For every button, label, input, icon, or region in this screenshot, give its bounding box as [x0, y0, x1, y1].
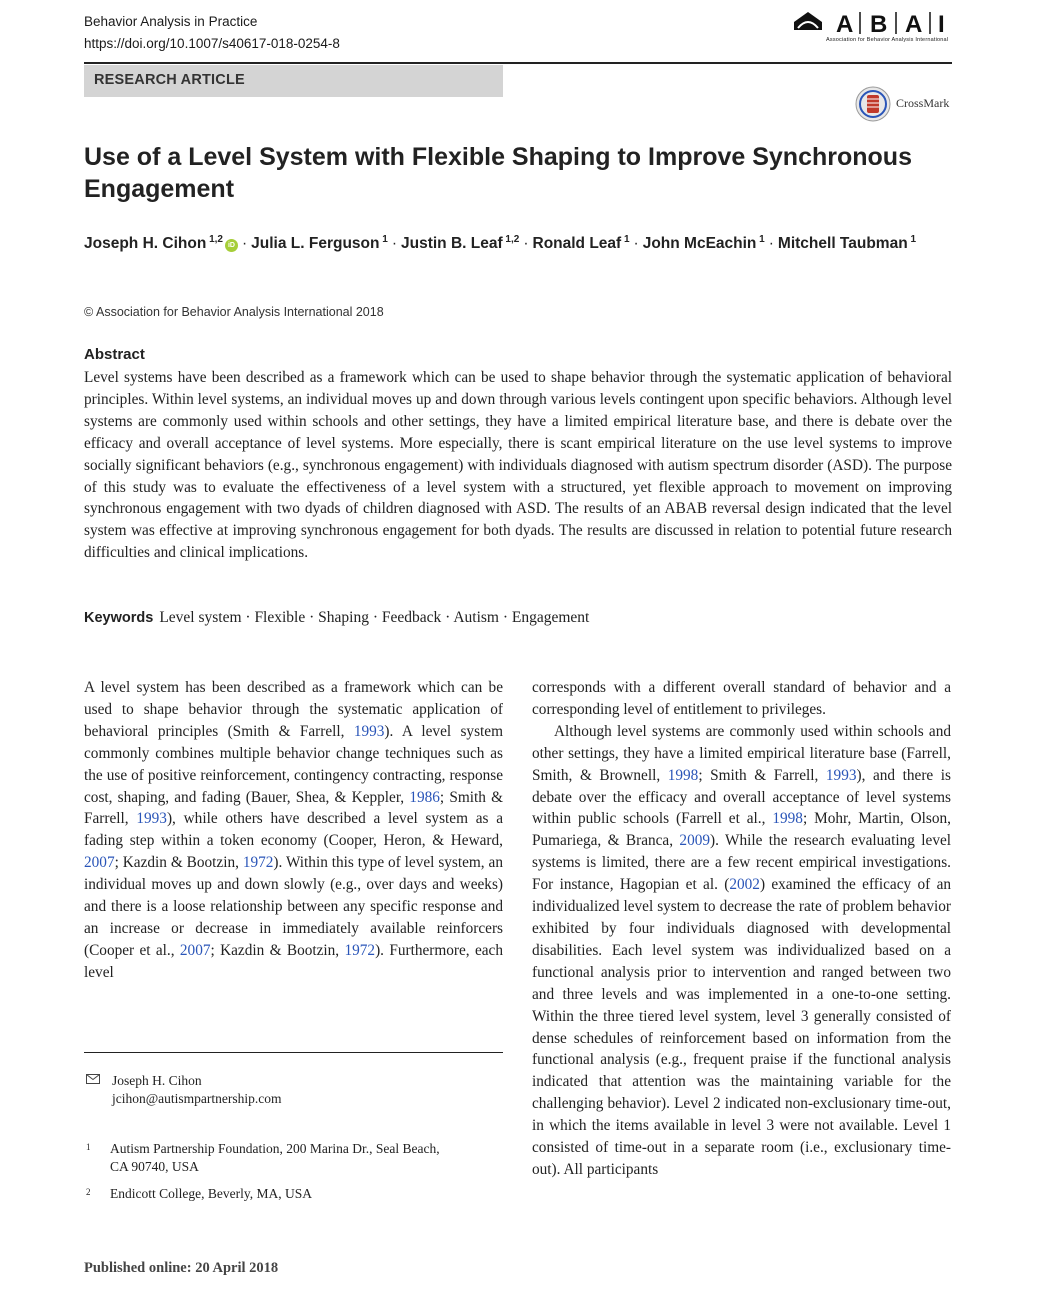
body-column-left	[84, 677, 503, 984]
author-affiliation-marker: 1,2	[206, 234, 223, 245]
body-text-run: ; Smith & Farrell,	[84, 788, 503, 828]
footnote-rule	[84, 1052, 503, 1053]
body-text-run: ; Kazdin & Bootzin,	[210, 941, 345, 959]
author-list	[84, 234, 916, 253]
body-paragraph	[532, 721, 951, 1181]
affiliation-1: Autism Partnership Foundation, 200 Marina Dr., Seal Beach, CA 90740, USA	[110, 1141, 440, 1174]
body-text-run: ), and there is debate over the efficacy and overall acceptance of level systems within public schools (Farrell et al.,	[532, 766, 951, 828]
header-rule	[84, 62, 952, 64]
body-text-run: Although level systems are commonly used within schools and other settings, they have a limited empirical literature base (Farrell, Smith, & Brownell,	[532, 722, 951, 784]
citation-link[interactable]: 1986	[409, 788, 440, 806]
citation-link[interactable]: 2009	[679, 832, 711, 850]
affiliation-2: Endicott College, Beverly, MA, USA	[110, 1186, 312, 1201]
citation-link[interactable]: 1993	[825, 766, 857, 784]
abai-logo-letter: B	[870, 11, 888, 38]
body-text-run: ). A level system commonly combines multiple behavior change techniques such as the use of positive reinforcement, contingency contracting, response cost, shaping, and fading (Bauer, Shea, & Keppler,	[84, 722, 503, 806]
citation-link[interactable]: 1972	[344, 941, 376, 959]
affiliation-number: 2	[86, 1187, 91, 1197]
body-text-run: ) examined the efficacy of an individualized level system to decrease the rate of problem behavior exhibited by four individuals diagnosed with developmental disabilities. Each level system was individualized based on a functional analysis prior to intervention and ranged between two and three levels and was implemented in a one-to-one setting. Within the three tiered level system, level 3 generally consisted of dense schedules of reinforcement based on information from the functional analysis (e.g., frequent praise if the functional analysis indicated that attention was the maintaining variable for the challenging behavior). Level 2 indicated non-exclusionary time-out, in which the items available in level 3 were not available. Level 1 consisted of time-out in a separate room (i.e., exclusionary time-out). All participants	[532, 876, 952, 1178]
author-name[interactable]: Justin B. Leaf	[401, 235, 503, 253]
author-name[interactable]: Julia L. Ferguson	[251, 235, 380, 253]
author-affiliation-marker: 1	[756, 234, 765, 245]
author-name[interactable]: Ronald Leaf	[532, 235, 622, 253]
article-title: Use of a Level System with Flexible Shaping to Improve Synchronous Engagement	[84, 143, 912, 203]
author-separator: ·	[768, 235, 774, 253]
body-text-run: ). Within this type of level system, an individual moves up and down slowly (e.g., over days and weeks) and there is a loose relationship between any specific response and an increase or decrease in immediately available reinforcers (Cooper et al.,	[84, 854, 503, 959]
body-column-right	[532, 677, 951, 1181]
citation-link[interactable]: 1993	[353, 722, 385, 740]
author-separator: ·	[391, 235, 397, 253]
author-name[interactable]: Mitchell Taubman	[777, 235, 908, 253]
citation-link[interactable]: 1972	[242, 854, 274, 872]
doi-link[interactable]: https://doi.org/10.1007/s40617-018-0254-8	[84, 36, 340, 51]
body-paragraph	[84, 677, 503, 984]
citation-link[interactable]: 1998	[667, 766, 699, 784]
journal-name: Behavior Analysis in Practice	[84, 14, 258, 29]
body-text-run: ). Furthermore, each level	[84, 941, 503, 981]
citation-link[interactable]: 2002	[729, 876, 760, 894]
mail-icon	[86, 1074, 100, 1084]
affiliation-number: 1	[86, 1142, 91, 1152]
corresponding-author: Joseph H. Cihon	[112, 1073, 202, 1088]
crossmark-label[interactable]: CrossMark	[896, 96, 950, 110]
abai-logo-letter: A	[905, 11, 923, 38]
citation-link[interactable]: 1998	[772, 810, 803, 828]
body-text-run: ; Smith & Farrell,	[698, 766, 826, 784]
citation-link[interactable]: 1993	[136, 810, 167, 828]
author-affiliation-marker: 1	[907, 234, 917, 245]
author-name[interactable]: John McEachin	[642, 235, 757, 253]
abai-logo-letter: A	[836, 11, 854, 38]
body-text-run: ; Mohr, Martin, Olson, Pumariega, & Branca,	[532, 810, 951, 850]
crossmark-icon[interactable]	[855, 86, 891, 122]
author-separator: ·	[523, 235, 529, 253]
abstract-heading: Abstract	[84, 346, 145, 363]
keywords-line	[84, 609, 589, 627]
citation-link[interactable]: 2007	[179, 941, 211, 959]
body-paragraph: corresponds with a different overall standard of behavior and a corresponding level of entitlement to privileges.	[532, 679, 951, 718]
abai-logo-subtitle: Association for Behavior Analysis International	[826, 37, 949, 43]
article-type-band	[84, 65, 503, 97]
body-text-run: ), while others have described a level system as a fading step within a token economy (Cooper, Heron, & Heward,	[84, 810, 503, 850]
corresponding-email[interactable]: jcihon@autismpartnership.com	[112, 1091, 282, 1106]
abai-logo-letter: I	[938, 11, 945, 38]
author-affiliation-marker: 1,2	[502, 234, 520, 245]
published-date: Published online: 20 April 2018	[84, 1260, 279, 1276]
author-name[interactable]: Joseph H. Cihon	[84, 235, 207, 253]
orcid-icon[interactable]: iD	[225, 239, 238, 252]
body-text-run: ; Kazdin & Bootzin,	[114, 854, 243, 872]
author-separator: ·	[241, 235, 248, 253]
copyright-notice: © Association for Behavior Analysis International 2018	[84, 305, 384, 319]
author-separator: ·	[633, 235, 639, 253]
citation-link[interactable]: 2007	[84, 854, 115, 872]
article-type-label: RESEARCH ARTICLE	[94, 72, 245, 88]
abstract-text: Level systems have been described as a framework which can be used to shape behavior through the systematic application of behavioral principles. Within level systems, an individual moves up and down through various levels contingent upon specific behaviors. Although level systems are commonly used within schools and other settings, they have a limited empirical literature base, and there is debate over the efficacy and overall acceptance of level systems. More especially, there is scant empirical literature on the use level systems to improve socially significant behaviors (e.g., synchronous engagement) with individuals diagnosed with autism spectrum disorder (ASD). The purpose of this study was to evaluate the effectiveness of a level system with a structured, yet flexible approach to movement on improving synchronous engagement with two dyads of children diagnosed with ASD. The results of an ABAB reversal design indicated that the level system was effective at improving synchronous engagement for both dyads. The results are discussed in relation to potential future research difficulties and clinical implications.	[84, 369, 952, 562]
keywords-label: Keywords	[84, 610, 154, 626]
author-affiliation-marker: 1	[621, 234, 630, 245]
keywords-list: Level system · Flexible · Shaping · Feedback · Autism · Engagement	[159, 609, 590, 626]
body-text-run: ). While the research evaluating level systems is limited, there are a few recent empirical investigations. For instance, Hagopian et al. (	[532, 832, 952, 894]
body-text-run: A level system has been described as a framework which can be used to shape behavior through the systematic application of behavioral principles (Smith & Farrell,	[84, 679, 503, 740]
author-affiliation-marker: 1	[379, 234, 388, 245]
